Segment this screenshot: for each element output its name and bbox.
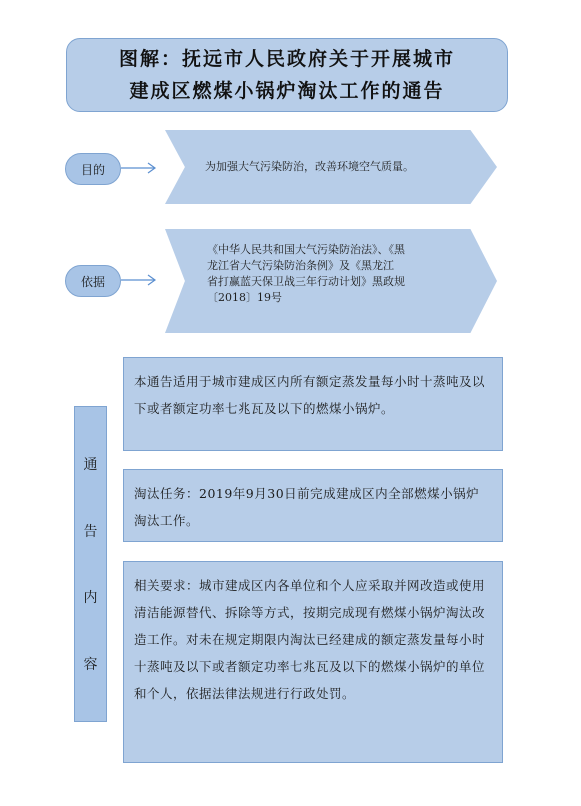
purpose-label [65,153,121,185]
content-label-char: 通 [83,456,98,473]
basis-label [65,265,121,297]
basis-text [207,242,477,306]
basis-line: 省打赢蓝天保卫战三年行动计划》黑政规 [207,275,405,288]
purpose-text: 为加强大气污染防治，改善环境空气质量。 [205,160,414,173]
basis-arrow-icon [121,272,161,288]
task-box [123,469,503,542]
title-line-2: 建成区燃煤小锅炉淘汰工作的通告 [129,80,445,102]
requirements-text: 相关要求：城市建成区内各单位和个人应采取并网改造或使用清洁能源替代、拆除等方式，按期完成现有燃煤小锅炉淘汰改造工作。对未在规定期限内淘汰已经建成的额定蒸发量每小时十蒸吨及以下或者额定功率七兆瓦及以下的燃煤小锅炉的单位和个人，依据法律法规进行行政处罚。 [134,578,486,701]
purpose-arrow-icon [121,160,161,176]
requirements-box [123,561,503,763]
basis-line: 〔2018〕19号 [207,291,282,304]
title-box [66,38,508,112]
content-label-char: 内 [83,590,98,607]
content-label [74,406,107,722]
title-line-1: 图解：抚远市人民政府关于开展城市 [118,48,455,70]
task-text: 淘汰任务：2019年9月30日前完成建成区内全部燃煤小锅炉淘汰工作。 [134,486,480,528]
scope-text: 本通告适用于城市建成区内所有额定蒸发量每小时十蒸吨及以下或者额定功率七兆瓦及以下的燃煤小锅炉。 [134,374,486,416]
basis-line: 龙江省大气污染防治条例》及《黑龙江 [207,259,394,272]
scope-box [123,357,503,451]
basis-label-text: 依据 [80,274,105,289]
content-label-char: 告 [83,523,98,540]
basis-line: 《中华人民共和国大气污染防治法》、《黑 [207,243,405,256]
content-label-char: 容 [83,657,98,674]
page-title [119,43,455,107]
purpose-label-text: 目的 [80,162,105,177]
